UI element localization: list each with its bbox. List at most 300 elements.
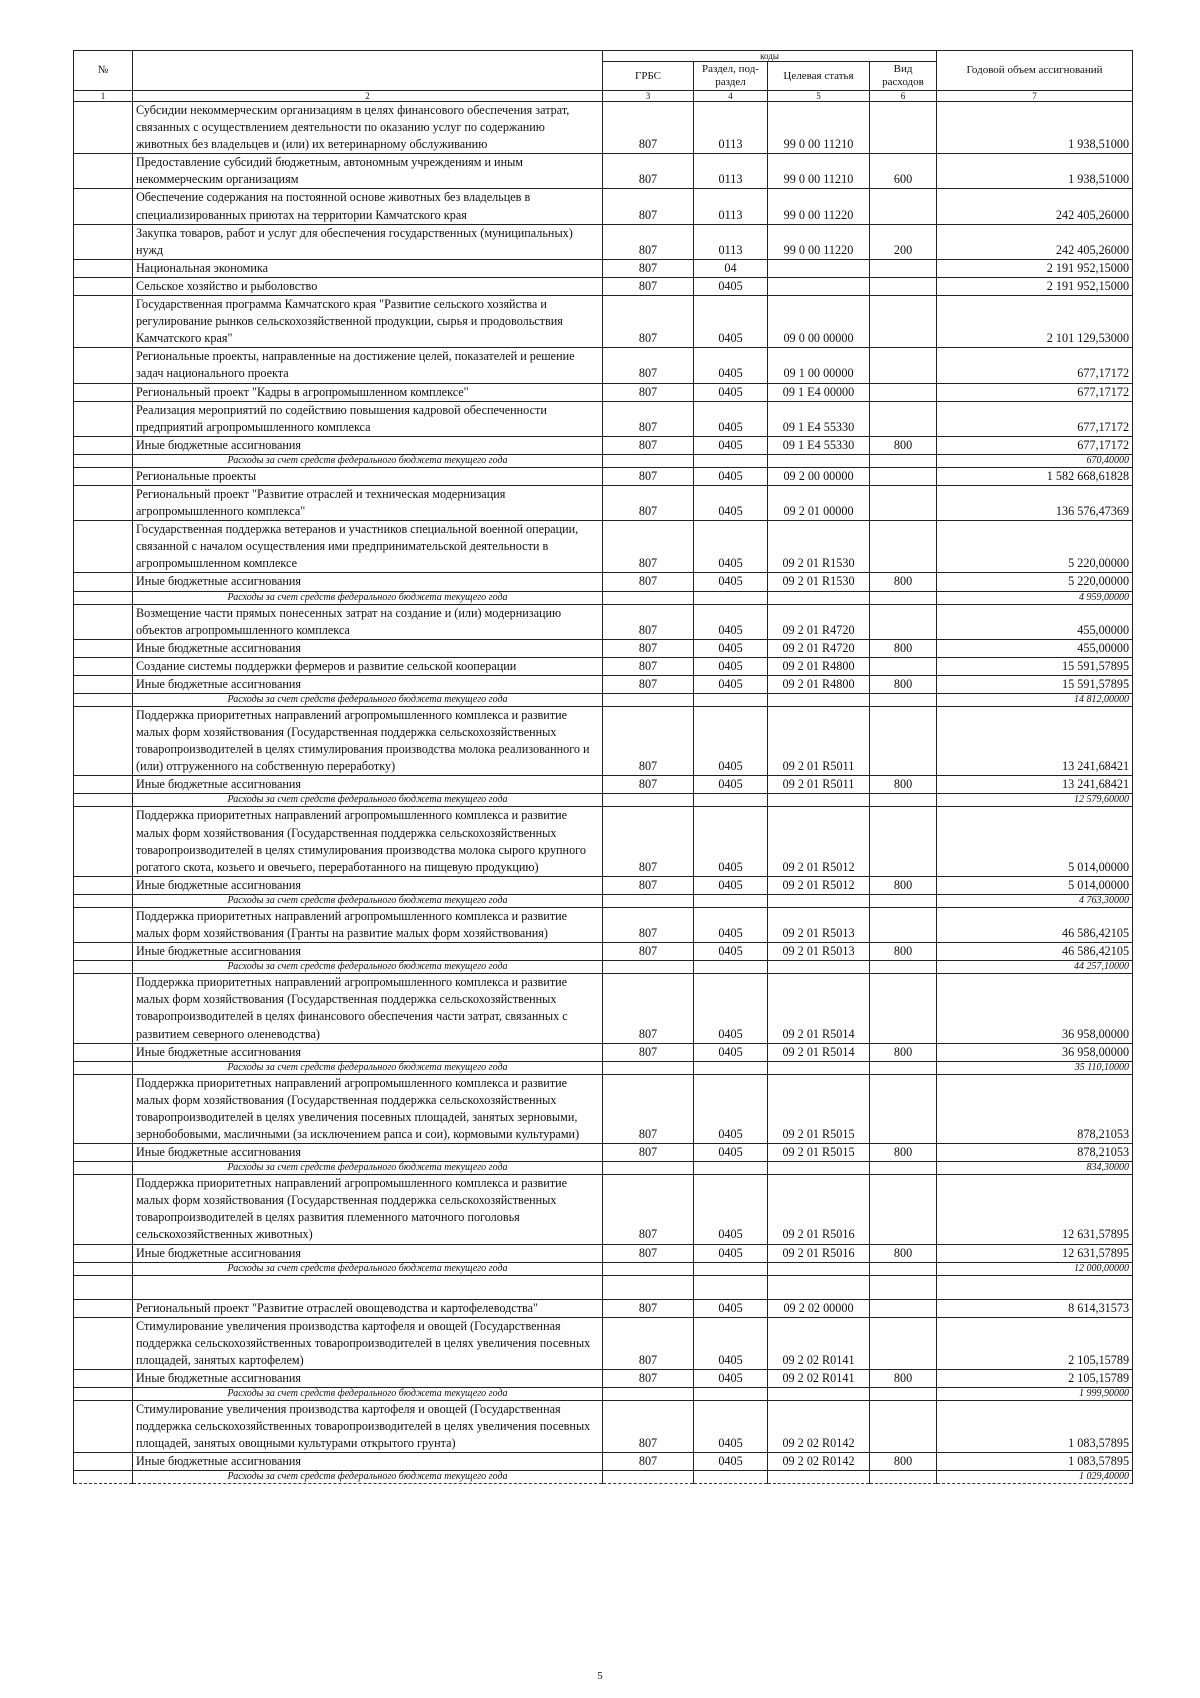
vid-cell xyxy=(870,894,937,907)
table-row xyxy=(74,776,1133,794)
grbs-cell: 807 xyxy=(603,707,694,776)
row-num-cell xyxy=(74,974,133,1043)
target-cell xyxy=(768,1275,870,1299)
grbs-cell: 807 xyxy=(603,657,694,675)
amount-cell: 670,40000 xyxy=(937,454,1133,467)
amount-cell: 36 958,00000 xyxy=(937,1043,1133,1061)
row-num-cell xyxy=(74,807,133,876)
vid-cell xyxy=(870,1061,937,1074)
federal-budget-label: Расходы за счет средств федерального бюджета текущего года xyxy=(133,591,603,604)
grbs-cell: 807 xyxy=(603,485,694,520)
vid-cell xyxy=(870,454,937,467)
section-cell xyxy=(694,454,768,467)
federal-budget-row xyxy=(74,694,1133,707)
row-num-cell xyxy=(74,154,133,189)
grbs-cell: 807 xyxy=(603,943,694,961)
header-target: Целевая статья xyxy=(768,62,870,91)
section-cell xyxy=(694,1388,768,1401)
row-num-cell xyxy=(74,1262,133,1275)
index-cell: 3 xyxy=(603,91,694,102)
row-num-cell xyxy=(74,639,133,657)
item-name: Субсидии некоммерческим организациям в целях финансового обеспечения затрат, связанных с осуществлением деятельности по оказанию услуг по содержанию животных без владельцев и (или) их ветеринарному обслуживанию xyxy=(133,102,603,154)
federal-budget-row xyxy=(74,894,1133,907)
vid-cell xyxy=(870,467,937,485)
vid-cell xyxy=(870,1275,937,1299)
vid-cell: 800 xyxy=(870,943,937,961)
item-name: Государственная поддержка ветеранов и участников специальной военной операции, связанной с началом осуществления ими предпринимательской деятельности в агропромышленном комплексе xyxy=(133,521,603,573)
amount-cell: 13 241,68421 xyxy=(937,707,1133,776)
table-row xyxy=(74,1275,1133,1299)
amount-cell: 455,00000 xyxy=(937,639,1133,657)
target-cell: 09 2 01 R5011 xyxy=(768,776,870,794)
grbs-cell: 807 xyxy=(603,154,694,189)
amount-cell: 2 105,15789 xyxy=(937,1317,1133,1369)
vid-cell: 600 xyxy=(870,154,937,189)
target-cell: 09 2 01 R5013 xyxy=(768,943,870,961)
row-num-cell xyxy=(74,1043,133,1061)
budget-table-container xyxy=(73,50,1132,1484)
federal-budget-label: Расходы за счет средств федерального бюджета текущего года xyxy=(133,1262,603,1275)
section-cell: 0405 xyxy=(694,639,768,657)
amount-cell: 8 614,31573 xyxy=(937,1299,1133,1317)
row-num-cell xyxy=(74,383,133,401)
federal-budget-row xyxy=(74,454,1133,467)
target-cell xyxy=(768,1388,870,1401)
table-row xyxy=(74,573,1133,591)
section-cell: 0405 xyxy=(694,974,768,1043)
row-num-cell xyxy=(74,657,133,675)
federal-budget-row xyxy=(74,1388,1133,1401)
target-cell xyxy=(768,259,870,277)
vid-cell xyxy=(870,694,937,707)
target-cell: 09 2 02 R0142 xyxy=(768,1453,870,1471)
amount-cell: 878,21053 xyxy=(937,1144,1133,1162)
section-cell: 0405 xyxy=(694,1453,768,1471)
amount-cell: 1 582 668,61828 xyxy=(937,467,1133,485)
item-name: Иные бюджетные ассигнования xyxy=(133,876,603,894)
table-row xyxy=(74,467,1133,485)
section-cell: 0405 xyxy=(694,348,768,383)
section-cell: 0405 xyxy=(694,573,768,591)
amount-cell: 136 576,47369 xyxy=(937,485,1133,520)
vid-cell: 800 xyxy=(870,436,937,454)
grbs-cell: 807 xyxy=(603,189,694,224)
index-cell: 4 xyxy=(694,91,768,102)
amount-cell: 12 631,57895 xyxy=(937,1244,1133,1262)
grbs-cell: 807 xyxy=(603,277,694,295)
grbs-cell xyxy=(603,591,694,604)
table-row xyxy=(74,102,1133,154)
section-cell: 0113 xyxy=(694,154,768,189)
amount-cell: 242 405,26000 xyxy=(937,189,1133,224)
row-num-cell xyxy=(74,1388,133,1401)
section-cell: 0405 xyxy=(694,521,768,573)
item-name: Иные бюджетные ассигнования xyxy=(133,943,603,961)
target-cell: 09 2 01 R5012 xyxy=(768,807,870,876)
item-name: Иные бюджетные ассигнования xyxy=(133,436,603,454)
target-cell: 09 2 01 R5015 xyxy=(768,1074,870,1143)
amount-cell: 46 586,42105 xyxy=(937,943,1133,961)
grbs-cell xyxy=(603,1388,694,1401)
vid-cell: 800 xyxy=(870,1144,937,1162)
vid-cell: 800 xyxy=(870,776,937,794)
amount-cell: 35 110,10000 xyxy=(937,1061,1133,1074)
row-num-cell xyxy=(74,1299,133,1317)
item-name: Поддержка приоритетных направлений агропромышленного комплекса и развитие малых форм хозяйствования (Гранты на развитие малых форм хозяйствования) xyxy=(133,907,603,942)
section-cell: 0405 xyxy=(694,485,768,520)
item-name: Иные бюджетные ассигнования xyxy=(133,675,603,693)
vid-cell: 800 xyxy=(870,1043,937,1061)
amount-cell: 878,21053 xyxy=(937,1074,1133,1143)
table-row xyxy=(74,807,1133,876)
table-row xyxy=(74,876,1133,894)
section-cell xyxy=(694,794,768,807)
vid-cell xyxy=(870,383,937,401)
grbs-cell: 807 xyxy=(603,573,694,591)
item-name: Иные бюджетные ассигнования xyxy=(133,1370,603,1388)
item-name: Реализация мероприятий по содействию повышения кадровой обеспеченности предприятий агропромышленного комплекса xyxy=(133,401,603,436)
row-num-cell xyxy=(74,1061,133,1074)
table-row xyxy=(74,521,1133,573)
amount-cell: 1 999,90000 xyxy=(937,1388,1133,1401)
grbs-cell: 807 xyxy=(603,907,694,942)
row-num-cell xyxy=(74,776,133,794)
row-num-cell xyxy=(74,521,133,573)
section-cell xyxy=(694,961,768,974)
item-name: Поддержка приоритетных направлений агропромышленного комплекса и развитие малых форм хозяйствования (Государственная поддержка сельскохозяйственных товаропроизводителей в целях увеличения посевных площадей, занятых зерновыми, зернобобовыми, масличными (за исключением рапса и сои), кормовыми культурами) xyxy=(133,1074,603,1143)
grbs-cell: 807 xyxy=(603,776,694,794)
target-cell: 09 2 01 R5014 xyxy=(768,974,870,1043)
grbs-cell xyxy=(603,794,694,807)
target-cell: 09 2 01 R4720 xyxy=(768,604,870,639)
grbs-cell: 807 xyxy=(603,1299,694,1317)
target-cell xyxy=(768,1471,870,1484)
item-name: Стимулирование увеличения производства картофеля и овощей (Государственная поддержка сельскохозяйственных товаропроизводителей в целях увеличения посевных площадей, занятых овощными культурами открытого грунта) xyxy=(133,1401,603,1453)
row-num-cell xyxy=(74,1175,133,1244)
grbs-cell xyxy=(603,454,694,467)
item-name: Региональные проекты, направленные на достижение целей, показателей и решение задач национального проекта xyxy=(133,348,603,383)
vid-cell xyxy=(870,1299,937,1317)
target-cell: 09 2 01 R5012 xyxy=(768,876,870,894)
table-row xyxy=(74,1317,1133,1369)
vid-cell xyxy=(870,485,937,520)
grbs-cell: 807 xyxy=(603,604,694,639)
vid-cell xyxy=(870,102,937,154)
row-num-cell xyxy=(74,102,133,154)
grbs-cell: 807 xyxy=(603,1370,694,1388)
grbs-cell xyxy=(603,694,694,707)
row-num-cell xyxy=(74,277,133,295)
table-row xyxy=(74,1043,1133,1061)
section-cell: 0405 xyxy=(694,436,768,454)
amount-cell: 2 101 129,53000 xyxy=(937,296,1133,348)
target-cell: 09 2 01 R5016 xyxy=(768,1244,870,1262)
item-name: Региональный проект "Кадры в агропромышленном комплексе" xyxy=(133,383,603,401)
section-cell: 0405 xyxy=(694,675,768,693)
item-name: Поддержка приоритетных направлений агропромышленного комплекса и развитие малых форм хозяйствования (Государственная поддержка сельскохозяйственных товаропроизводителей в целях развития племенного маточного поголовья сельскохозяйственных животных) xyxy=(133,1175,603,1244)
table-row xyxy=(74,224,1133,259)
target-cell: 99 0 00 11220 xyxy=(768,224,870,259)
row-num-cell xyxy=(74,794,133,807)
section-cell: 0405 xyxy=(694,1317,768,1369)
federal-budget-label: Расходы за счет средств федерального бюджета текущего года xyxy=(133,694,603,707)
table-row xyxy=(74,604,1133,639)
vid-cell xyxy=(870,974,937,1043)
section-cell: 0405 xyxy=(694,1074,768,1143)
federal-budget-label: Расходы за счет средств федерального бюджета текущего года xyxy=(133,1388,603,1401)
table-row xyxy=(74,1299,1133,1317)
target-cell: 09 2 01 R5013 xyxy=(768,907,870,942)
header-section: Раздел, под-раздел xyxy=(694,62,768,91)
row-num-cell xyxy=(74,675,133,693)
grbs-cell: 807 xyxy=(603,436,694,454)
target-cell: 09 2 01 R1530 xyxy=(768,521,870,573)
item-name: Поддержка приоритетных направлений агропромышленного комплекса и развитие малых форм хозяйствования (Государственная поддержка сельскохозяйственных товаропроизводителей в целях стимулирования производства молока сырого крупного рогатого скота, козьего и овечьего, переработанного на пищевую продукцию) xyxy=(133,807,603,876)
vid-cell xyxy=(870,277,937,295)
section-cell: 0405 xyxy=(694,1043,768,1061)
section-cell xyxy=(694,894,768,907)
federal-budget-row xyxy=(74,1262,1133,1275)
target-cell: 09 1 00 00000 xyxy=(768,348,870,383)
amount-cell: 13 241,68421 xyxy=(937,776,1133,794)
item-name: Иные бюджетные ассигнования xyxy=(133,1244,603,1262)
vid-cell xyxy=(870,604,937,639)
vid-cell xyxy=(870,296,937,348)
amount-cell: 834,30000 xyxy=(937,1162,1133,1175)
section-cell: 0405 xyxy=(694,1244,768,1262)
grbs-cell: 807 xyxy=(603,296,694,348)
table-row xyxy=(74,277,1133,295)
grbs-cell: 807 xyxy=(603,224,694,259)
amount-cell: 1 938,51000 xyxy=(937,154,1133,189)
vid-cell xyxy=(870,348,937,383)
section-cell: 0405 xyxy=(694,1370,768,1388)
federal-budget-row xyxy=(74,794,1133,807)
budget-table-body xyxy=(74,102,1133,1484)
section-cell xyxy=(694,1471,768,1484)
table-row xyxy=(74,401,1133,436)
amount-cell: 2 191 952,15000 xyxy=(937,259,1133,277)
row-num-cell xyxy=(74,894,133,907)
section-cell: 0405 xyxy=(694,604,768,639)
table-row xyxy=(74,296,1133,348)
target-cell: 99 0 00 11220 xyxy=(768,189,870,224)
target-cell: 09 2 01 00000 xyxy=(768,485,870,520)
amount-cell: 5 220,00000 xyxy=(937,521,1133,573)
grbs-cell xyxy=(603,1471,694,1484)
vid-cell xyxy=(870,961,937,974)
row-num-cell xyxy=(74,348,133,383)
amount-cell: 5 014,00000 xyxy=(937,807,1133,876)
grbs-cell: 807 xyxy=(603,521,694,573)
row-num-cell xyxy=(74,189,133,224)
vid-cell xyxy=(870,794,937,807)
amount-cell: 1 938,51000 xyxy=(937,102,1133,154)
table-row xyxy=(74,1453,1133,1471)
grbs-cell: 807 xyxy=(603,259,694,277)
row-num-cell xyxy=(74,1471,133,1484)
item-name: Региональные проекты xyxy=(133,467,603,485)
section-cell xyxy=(694,1275,768,1299)
target-cell: 09 1 E4 55330 xyxy=(768,436,870,454)
grbs-cell: 807 xyxy=(603,348,694,383)
vid-cell: 800 xyxy=(870,639,937,657)
row-num-cell xyxy=(74,1074,133,1143)
amount-cell xyxy=(937,1275,1133,1299)
row-num-cell xyxy=(74,1453,133,1471)
section-cell: 0113 xyxy=(694,224,768,259)
federal-budget-label: Расходы за счет средств федерального бюджета текущего года xyxy=(133,1471,603,1484)
item-name: Поддержка приоритетных направлений агропромышленного комплекса и развитие малых форм хозяйствования (Государственная поддержка сельскохозяйственных товаропроизводителей в целях финансового обеспечения части затрат, связанных с развитием северного оленеводства) xyxy=(133,974,603,1043)
section-cell: 0405 xyxy=(694,943,768,961)
section-cell: 0405 xyxy=(694,1144,768,1162)
section-cell: 0405 xyxy=(694,296,768,348)
table-row xyxy=(74,639,1133,657)
target-cell: 09 2 01 R4800 xyxy=(768,675,870,693)
row-num-cell xyxy=(74,485,133,520)
index-cell: 6 xyxy=(870,91,937,102)
grbs-cell: 807 xyxy=(603,1144,694,1162)
vid-cell: 800 xyxy=(870,675,937,693)
target-cell xyxy=(768,1061,870,1074)
vid-cell: 800 xyxy=(870,1453,937,1471)
section-cell xyxy=(694,591,768,604)
table-row xyxy=(74,1074,1133,1143)
grbs-cell xyxy=(603,894,694,907)
target-cell xyxy=(768,1262,870,1275)
index-cell: 5 xyxy=(768,91,870,102)
section-cell: 0405 xyxy=(694,1299,768,1317)
federal-budget-row xyxy=(74,1061,1133,1074)
amount-cell: 12 579,60000 xyxy=(937,794,1133,807)
row-num-cell xyxy=(74,591,133,604)
grbs-cell xyxy=(603,1061,694,1074)
row-num-cell xyxy=(74,224,133,259)
federal-budget-row xyxy=(74,961,1133,974)
vid-cell xyxy=(870,1162,937,1175)
target-cell: 09 2 02 00000 xyxy=(768,1299,870,1317)
item-name: Обеспечение содержания на постоянной основе животных без владельцев в специализированных приютах на территории Камчатского края xyxy=(133,189,603,224)
item-name xyxy=(133,1275,603,1299)
item-name: Стимулирование увеличения производства картофеля и овощей (Государственная поддержка сельскохозяйственных товаропроизводителей в целях увеличения посевных площадей, занятых картофелем) xyxy=(133,1317,603,1369)
grbs-cell: 807 xyxy=(603,974,694,1043)
target-cell: 09 2 02 R0142 xyxy=(768,1401,870,1453)
grbs-cell xyxy=(603,1275,694,1299)
amount-cell: 12 000,00000 xyxy=(937,1262,1133,1275)
target-cell: 09 2 00 00000 xyxy=(768,467,870,485)
vid-cell xyxy=(870,1074,937,1143)
vid-cell xyxy=(870,591,937,604)
section-cell: 0405 xyxy=(694,1401,768,1453)
vid-cell xyxy=(870,1175,937,1244)
amount-cell: 4 959,00000 xyxy=(937,591,1133,604)
section-cell xyxy=(694,694,768,707)
table-row xyxy=(74,907,1133,942)
item-name: Региональный проект "Развитие отраслей и техническая модернизация агропромышленного комплекса" xyxy=(133,485,603,520)
table-row xyxy=(74,189,1133,224)
item-name: Иные бюджетные ассигнования xyxy=(133,639,603,657)
item-name: Иные бюджетные ассигнования xyxy=(133,1453,603,1471)
federal-budget-label: Расходы за счет средств федерального бюджета текущего года xyxy=(133,1061,603,1074)
section-cell: 0405 xyxy=(694,401,768,436)
target-cell xyxy=(768,694,870,707)
header-vid: Вид расходов xyxy=(870,62,937,91)
vid-cell: 800 xyxy=(870,1244,937,1262)
federal-budget-label: Расходы за счет средств федерального бюджета текущего года xyxy=(133,961,603,974)
amount-cell: 15 591,57895 xyxy=(937,675,1133,693)
vid-cell: 200 xyxy=(870,224,937,259)
header-codes: коды xyxy=(603,51,937,62)
row-num-cell xyxy=(74,1317,133,1369)
grbs-cell: 807 xyxy=(603,1244,694,1262)
amount-cell: 5 220,00000 xyxy=(937,573,1133,591)
grbs-cell: 807 xyxy=(603,876,694,894)
amount-cell: 677,17172 xyxy=(937,383,1133,401)
section-cell xyxy=(694,1162,768,1175)
row-num-cell xyxy=(74,296,133,348)
row-num-cell xyxy=(74,454,133,467)
target-cell: 09 2 02 R0141 xyxy=(768,1370,870,1388)
table-row xyxy=(74,675,1133,693)
vid-cell: 800 xyxy=(870,876,937,894)
section-cell: 0405 xyxy=(694,776,768,794)
item-name: Возмещение части прямых понесенных затрат на создание и (или) модернизацию объектов агропромышленного комплекса xyxy=(133,604,603,639)
target-cell: 09 2 01 R5015 xyxy=(768,1144,870,1162)
target-cell: 09 2 01 R5014 xyxy=(768,1043,870,1061)
section-cell: 0405 xyxy=(694,707,768,776)
amount-cell: 46 586,42105 xyxy=(937,907,1133,942)
section-cell xyxy=(694,1262,768,1275)
amount-cell: 677,17172 xyxy=(937,436,1133,454)
target-cell xyxy=(768,894,870,907)
amount-cell: 1 029,40000 xyxy=(937,1471,1133,1484)
row-num-cell xyxy=(74,436,133,454)
item-name: Национальная экономика xyxy=(133,259,603,277)
amount-cell: 1 083,57895 xyxy=(937,1401,1133,1453)
vid-cell xyxy=(870,1401,937,1453)
vid-cell: 800 xyxy=(870,573,937,591)
target-cell: 09 2 01 R5016 xyxy=(768,1175,870,1244)
row-num-cell xyxy=(74,259,133,277)
table-row xyxy=(74,1244,1133,1262)
table-row xyxy=(74,1144,1133,1162)
amount-cell: 36 958,00000 xyxy=(937,974,1133,1043)
row-num-cell xyxy=(74,573,133,591)
header-num: № xyxy=(74,51,133,91)
grbs-cell: 807 xyxy=(603,807,694,876)
table-row xyxy=(74,1401,1133,1453)
item-name: Иные бюджетные ассигнования xyxy=(133,776,603,794)
grbs-cell: 807 xyxy=(603,467,694,485)
grbs-cell: 807 xyxy=(603,1043,694,1061)
vid-cell xyxy=(870,907,937,942)
table-row xyxy=(74,943,1133,961)
federal-budget-row xyxy=(74,1162,1133,1175)
amount-cell: 455,00000 xyxy=(937,604,1133,639)
section-cell: 0405 xyxy=(694,277,768,295)
target-cell xyxy=(768,591,870,604)
grbs-cell xyxy=(603,1162,694,1175)
row-num-cell xyxy=(74,401,133,436)
table-row xyxy=(74,707,1133,776)
row-num-cell xyxy=(74,1162,133,1175)
vid-cell xyxy=(870,707,937,776)
row-num-cell xyxy=(74,876,133,894)
grbs-cell xyxy=(603,1262,694,1275)
table-row xyxy=(74,1370,1133,1388)
target-cell: 09 2 02 R0141 xyxy=(768,1317,870,1369)
item-name: Иные бюджетные ассигнования xyxy=(133,1144,603,1162)
